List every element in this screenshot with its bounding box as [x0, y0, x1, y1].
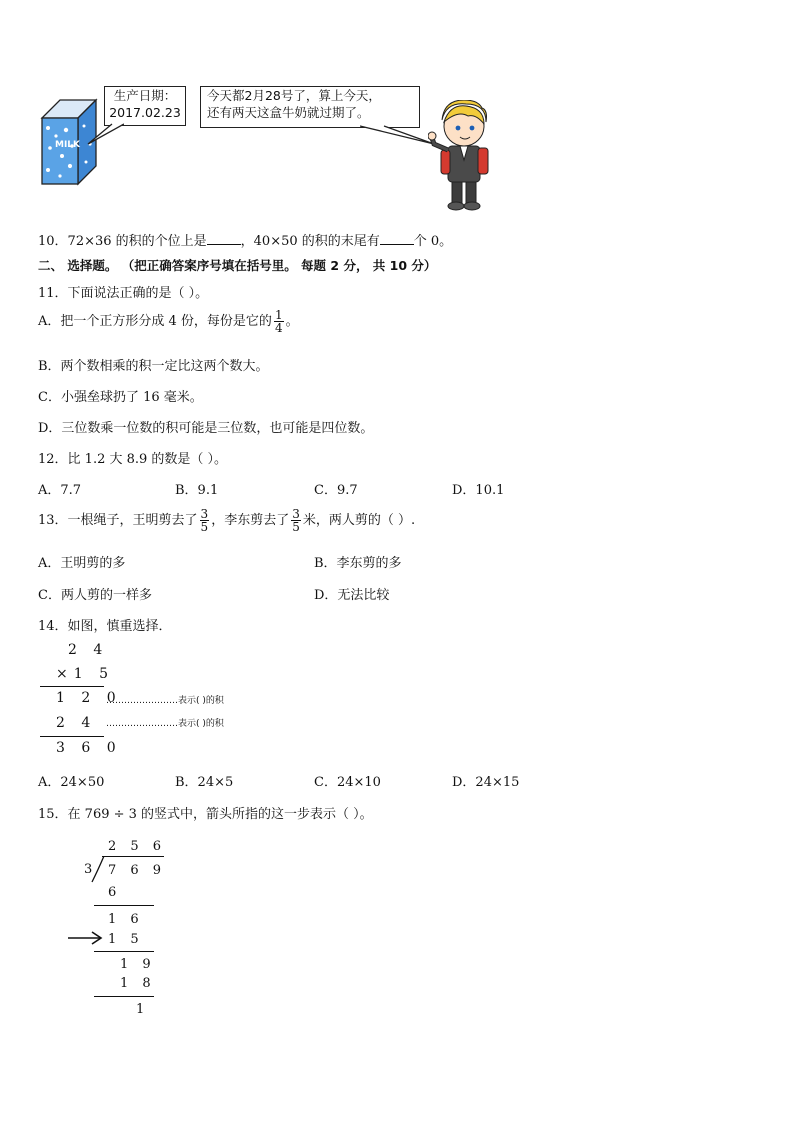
speech-bubble	[200, 86, 420, 128]
calc-row-2: ×1 5	[56, 666, 114, 682]
production-date-label: 生产日期：	[113, 88, 177, 103]
calc-row-3: 1 2 0	[56, 690, 122, 706]
q10-blank-2[interactable]	[380, 232, 414, 245]
division-line-1	[94, 905, 154, 906]
fraction-three-fifths-1: $\frac{3}{5}$	[200, 507, 209, 534]
section-2-title: 二、 选择题。 （把正确答案序号填在括号里。 每题 2 分， 共 10 分）	[38, 258, 437, 273]
q10-text-c: 个 0。	[413, 234, 453, 249]
q14-option-b[interactable]: B．24×5	[175, 775, 234, 790]
calc-note-2: ……………………表示( )的积	[106, 719, 224, 729]
division-quotient: 2 5 6	[108, 839, 167, 854]
calc-row-1: 2 4	[68, 642, 109, 658]
q10-text-a: 10．72×36 的积的个位上是	[38, 234, 207, 249]
q13-option-d[interactable]: D．无法比较	[314, 588, 390, 603]
q12-option-d[interactable]: D．10.1	[452, 483, 505, 498]
q14-option-a[interactable]: A．24×50	[38, 775, 105, 790]
division-step-2: 1 6	[108, 912, 144, 927]
division-step-3: 1 5	[108, 932, 144, 947]
question-14-stem: 14．如图，慎重选择．	[38, 619, 172, 634]
q10-blank-1[interactable]	[207, 232, 241, 245]
q12-option-c[interactable]: C．9.7	[314, 483, 358, 498]
date-bubble-pointer	[84, 120, 124, 150]
division-line-3	[94, 996, 154, 997]
q13-option-c[interactable]: C．两人剪的一样多	[38, 588, 152, 603]
division-remainder: 1	[136, 1002, 150, 1017]
division-dividend: 7 6 9	[108, 863, 167, 878]
calc-row-5: 3 6 0	[56, 740, 122, 756]
speech-line-2: 还有两天这盒牛奶就过期了。	[207, 105, 370, 120]
q11-option-c: C．小强垒球扔了 16 毫米。	[38, 390, 203, 405]
division-line-2	[94, 951, 154, 952]
calc-note-1: ……………………表示( )的积	[106, 696, 224, 706]
q13-option-b[interactable]: B．李东剪的多	[314, 556, 402, 571]
question-12-stem: 12．比 1.2 大 8.9 的数是（ ）。	[38, 452, 228, 467]
carton-label: MILK	[55, 140, 81, 150]
boy-illustration	[428, 100, 500, 212]
production-date-value: 2017.02.23	[109, 105, 181, 120]
question-10	[38, 230, 452, 249]
calc-line-2	[40, 736, 104, 737]
calc-line-1	[40, 686, 104, 687]
q11-option-b: B．两个数相乘的积一定比这两个数大。	[38, 359, 269, 374]
q12-option-b[interactable]: B．9.1	[175, 483, 219, 498]
division-step-5: 1 8	[120, 976, 156, 991]
q11-option-a-text: A．把一个正方形分成 4 份，每份是它的	[38, 314, 272, 329]
fraction-three-fifths-2: $\frac{3}{5}$	[292, 507, 300, 534]
question-15-stem: 15．在 769 ÷ 3 的竖式中，箭头所指的这一步表示（ ）。	[38, 807, 373, 822]
calc-row-4: 2 4	[56, 715, 97, 731]
multiplication-vertical-calc	[36, 640, 256, 762]
q11-option-a: A．把一个正方形分成 4 份，每份是它的 $\frac{1}{4}$ 。	[38, 308, 299, 335]
division-divisor: 3	[84, 862, 98, 877]
q14-option-d[interactable]: D．24×15	[452, 775, 520, 790]
division-step-1: 6	[108, 885, 122, 900]
long-division-calc	[64, 836, 174, 1022]
q13-option-a[interactable]: A．王明剪的多	[38, 556, 126, 571]
q14-option-c[interactable]: C．24×10	[314, 775, 381, 790]
arrow-right-icon	[68, 931, 104, 945]
fraction-one-quarter: $\frac{1}{4}$	[274, 308, 283, 335]
division-step-4: 1 9	[120, 957, 156, 972]
question-13-stem: 13．一根绳子，王明剪去了 $\frac{3}{5}$ ，李东剪去了 $\frac{3}{5}$ 米，两人剪的（ ）.	[38, 507, 416, 534]
division-top-line	[102, 856, 164, 857]
q11-option-d: D．三位数乘一位数的积可能是三位数，也可能是四位数。	[38, 421, 374, 436]
speech-line-1: 今天都2月28号了，算上今天，	[207, 88, 381, 103]
q12-option-a[interactable]: A．7.7	[38, 483, 82, 498]
question-11-stem: 11．下面说法正确的是（ ）。	[38, 286, 209, 301]
q10-text-b: ，40×50 的积的末尾有	[240, 234, 380, 249]
